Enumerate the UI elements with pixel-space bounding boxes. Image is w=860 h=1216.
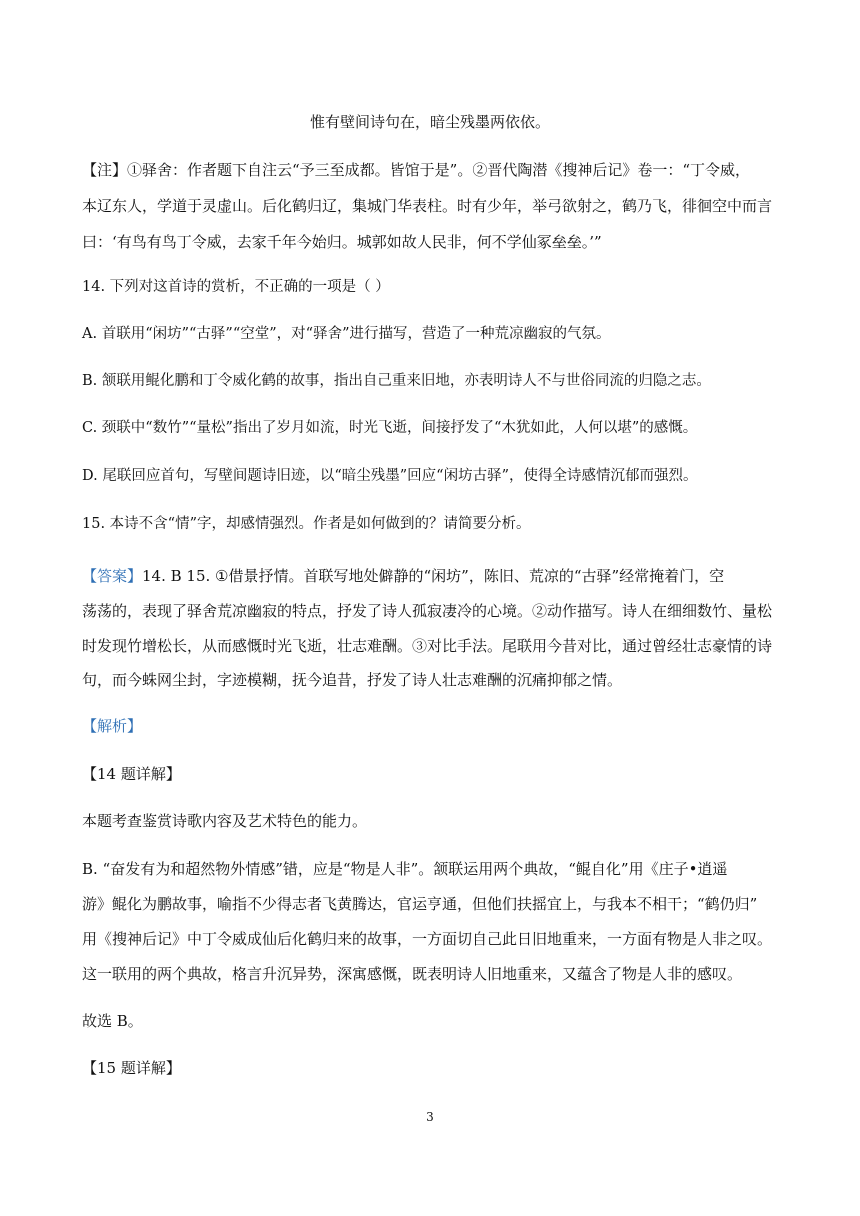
detail-14-line-4: 这一联用的两个典故，格言升沉异势，深寓感慨，既表明诗人旧地重来，又蕴含了物是人非的感叹。 xyxy=(82,965,743,983)
note-line-1 xyxy=(82,160,778,180)
detail-14-line-2: 游》鲲化为鹏故事，喻指不少得志者飞黄腾达，官运亨通，但他们扶摇宜上，与我本不相干；“鹤仍归” xyxy=(82,895,758,913)
question-14-option-a: A. 首联用“闲坊”“古驿”“空堂”，对“驿舍”进行描写，营造了一种荒凉幽寂的气氛。 xyxy=(82,326,611,342)
question-15-stem: 15. 本诗不含“情”字，却感情强烈。作者是如何做到的？请简要分析。 xyxy=(82,516,531,532)
detail-14-label: 【14 题详解】 xyxy=(82,765,181,783)
answer-line-4: 句，而今蛛网尘封，字迹模糊，抚今追昔，抒发了诗人壮志难酬的沉痛抑郁之情。 xyxy=(82,671,623,689)
page-number: 3 xyxy=(426,1110,434,1124)
detail-14-choice: 故选 B。 xyxy=(82,1012,143,1030)
note-text: ①驿舍：作者题下自注云“予三至成都。皆馆于是”。②晋代陶潜《搜神后记》卷一：“丁令威， xyxy=(127,161,751,179)
answer-label: 【答案】 xyxy=(82,567,143,585)
note-line-2: 本辽东人，学道于灵虚山。后化鹤归辽，集城门华表柱。时有少年，举弓欲射之，鹤乃飞，徘徊空中而言 xyxy=(82,197,773,215)
poem-last-line: 惟有壁间诗句在，暗尘残墨两依依。 xyxy=(309,113,550,131)
analysis-label: 【解析】 xyxy=(82,717,143,735)
question-14-stem: 14. 下列对这首诗的赏析，不正确的一项是（ ） xyxy=(82,279,390,295)
note-label: 【注】 xyxy=(82,161,128,179)
question-14-option-c: C. 颈联中“数竹”“量松”指出了岁月如流，时光飞逝，间接抒发了“木犹如此，人何以堪”的感慨。 xyxy=(82,420,698,436)
detail-14-line-1: B. “奋发有为和超然物外情感”错，应是“物是人非”。颔联运用两个典故，“鲲自化”用《庄子•逍遥 xyxy=(82,860,728,878)
note-line-3: 曰：‘有鸟有鸟丁令威，去家千年今始归。城郭如故人民非，何不学仙冢垒垒。’” xyxy=(82,233,602,251)
answer-text: 14. B 15. ①借景抒情。首联写地处僻静的“闲坊”，陈旧、荒凉的“古驿”经常掩着门，空 xyxy=(142,567,725,585)
detail-15-label: 【15 题详解】 xyxy=(82,1059,181,1077)
detail-14-intro: 本题考查鉴赏诗歌内容及艺术特色的能力。 xyxy=(82,812,368,830)
detail-14-line-3: 用《搜神后记》中丁令威成仙后化鹤归来的故事，一方面切自己此日旧地重来，一方面有物是人非之叹。 xyxy=(82,930,773,948)
answer-line-3: 时发现竹增松长，从而感慨时光飞逝，壮志难酬。③对比手法。尾联用今昔对比，通过曾经壮志豪情的诗 xyxy=(82,637,773,655)
question-14-option-d: D. 尾联回应首句，写壁间题诗旧迹，以“暗尘残墨”回应“闲坊古驿”，使得全诗感情沉郁而强烈。 xyxy=(82,468,698,484)
answer-line-1 xyxy=(82,566,778,586)
answer-line-2: 荡荡的，表现了驿舍荒凉幽寂的特点，抒发了诗人孤寂凄冷的心境。②动作描写。诗人在细细数竹、量松 xyxy=(82,602,773,620)
question-14-option-b: B. 颔联用鲲化鹏和丁令威化鹤的故事，指出自己重来旧地，亦表明诗人不与世俗同流的归隐之志。 xyxy=(82,373,711,389)
